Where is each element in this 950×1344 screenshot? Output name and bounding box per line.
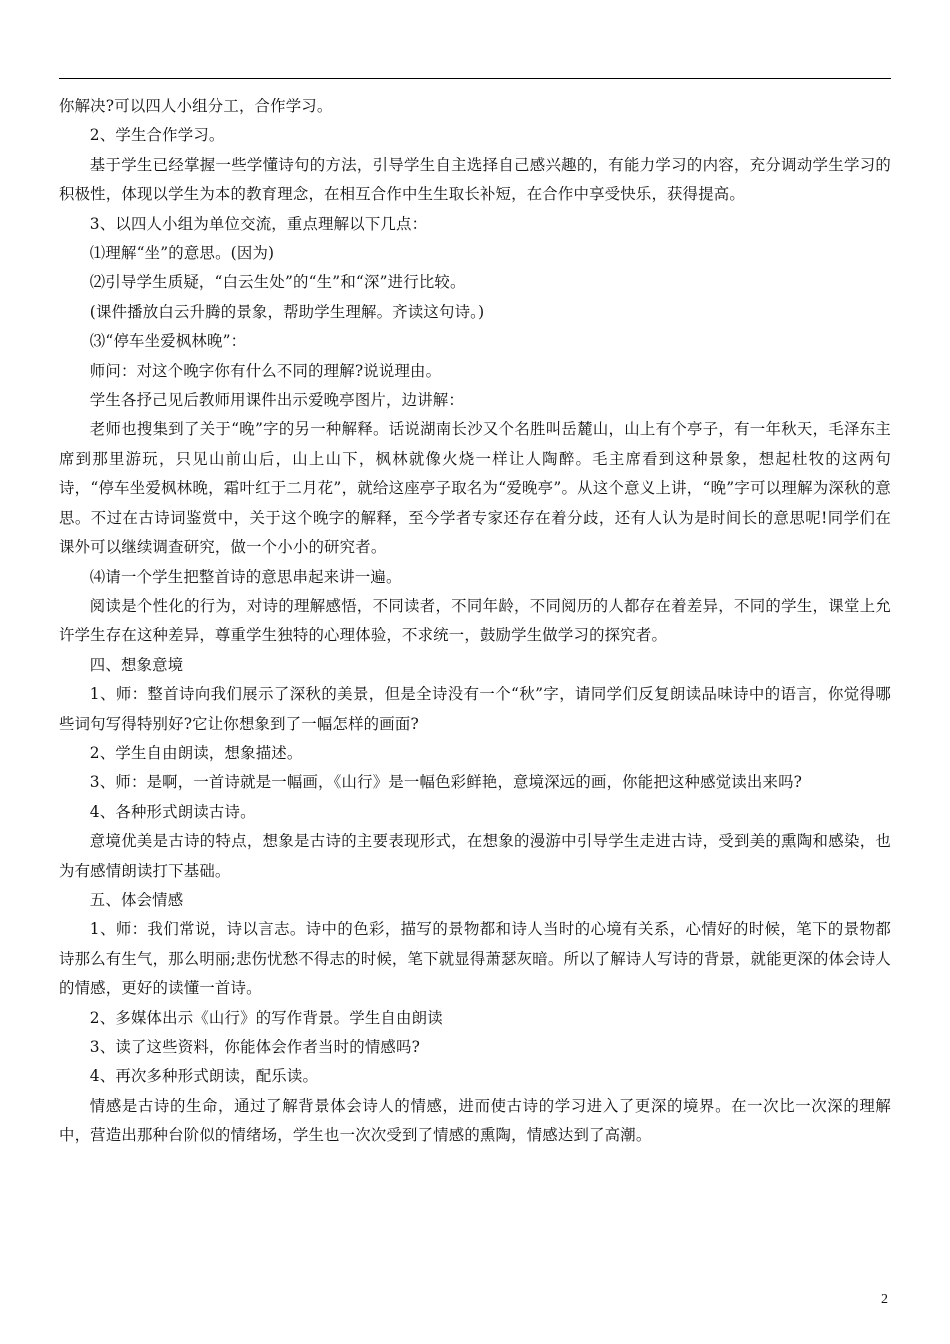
paragraph: (课件播放白云升腾的景象，帮助学生理解。齐读这句诗。) <box>89 302 485 321</box>
paragraph: 老师也搜集到了关于“晚”字的另一种解释。话说湖南长沙又个名胜叫岳麓山，山上有个亭子，有一年秋天，毛泽东主席到那里游玩，只见山前山后，山上山下，枫林就像火烧一样让人陶醉。毛主席看到这种景象，想起杜牧的这两句诗，“停车坐爱枫林晚，霜叶红于二月花”，就给这座亭子取名为“爱晚亭”。从这个意义上讲，“晚”字可以理解为深秋的意思。不过在古诗词鉴赏中，关于这个晚字的解释，至今学者专家还存在着分歧，还有人认为是时间长的意思呢!同学们在课外可以继续调查研究，做一个小小的研究者。 <box>59 420 891 557</box>
paragraph: ⑵引导学生质疑，“白云生处”的“生”和“深”进行比较。 <box>89 273 466 292</box>
paragraph: ⑴理解“坐”的意思。(因为) <box>89 244 275 263</box>
paragraph: 师问：对这个晚字你有什么不同的理解?说说理由。 <box>89 361 442 380</box>
page-number: 2 <box>881 1292 888 1307</box>
paragraph: 五、体会情感 <box>89 890 184 909</box>
paragraph: 4、再次多种形式朗读，配乐读。 <box>89 1067 319 1086</box>
header-rule <box>59 78 891 79</box>
paragraph: 3、读了这些资料，你能体会作者当时的情感吗? <box>89 1038 421 1056</box>
paragraph: 3、以四人小组为单位交流，重点理解以下几点： <box>89 214 428 233</box>
paragraph: 3、师：是啊，一首诗就是一幅画，《山行》是一幅色彩鲜艳，意境深远的画，你能把这种感觉读出来吗? <box>89 773 803 792</box>
paragraph: 2、学生合作学习。 <box>89 126 225 145</box>
paragraph: ⑶“停车坐爱枫林晚”： <box>89 332 247 351</box>
paragraph: 2、多媒体出示《山行》的写作背景。学生自由朗读 <box>89 1008 443 1027</box>
paragraph: ⑷请一个学生把整首诗的意思串起来讲一遍。 <box>89 567 402 586</box>
document-body <box>59 92 891 1151</box>
paragraph: 意境优美是古诗的特点，想象是古诗的主要表现形式，在想象的漫游中引导学生走进古诗，受到美的熏陶和感染，也为有感情朗读打下基础。 <box>59 832 891 880</box>
paragraph: 四、想象意境 <box>89 655 184 674</box>
paragraph: 1、师：我们常说，诗以言志。诗中的色彩，描写的景物都和诗人当时的心境有关系，心情好的时候，笔下的景物都诗那么有生气，那么明丽;悲伤忧愁不得志的时候，笔下就显得萧瑟灰暗。所以了解诗人写诗的背景，就能更深的体会诗人的情感，更好的读懂一首诗。 <box>59 920 891 998</box>
paragraph: 情感是古诗的生命，通过了解背景体会诗人的情感，进而使古诗的学习进入了更深的境界。在一次比一次深的理解中，营造出那种台阶似的情绪场，学生也一次次受到了情感的熏陶，情感达到了高潮。 <box>59 1096 891 1145</box>
paragraph: 阅读是个性化的行为，对诗的理解感悟，不同读者，不同年龄，不同阅历的人都存在着差异，不同的学生，课堂上允许学生存在这种差异，尊重学生独特的心理体验，不求统一，鼓励学生做学习的探究者。 <box>59 596 891 645</box>
paragraph: 学生各抒己见后教师用课件出示爱晚亭图片，边讲解： <box>89 391 464 410</box>
paragraph: 基于学生已经掌握一些学懂诗句的方法，引导学生自主选择自己感兴趣的，有能力学习的内容，充分调动学生学习的积极性，体现以学生为本的教育理念，在相互合作中生生取长补短，在合作中享受快乐，获得提高。 <box>59 155 891 204</box>
paragraph: 2、学生自由朗读，想象描述。 <box>89 743 303 762</box>
paragraph: 4、各种形式朗读古诗。 <box>89 802 256 821</box>
paragraph: 你解决?可以四人小组分工，合作学习。 <box>59 97 333 115</box>
paragraph: 1、师：整首诗向我们展示了深秋的美景，但是全诗没有一个“秋”字，请同学们反复朗读品味诗中的语言，你觉得哪些词句写得特别好?它让你想象到了一幅怎样的画面? <box>59 685 891 733</box>
